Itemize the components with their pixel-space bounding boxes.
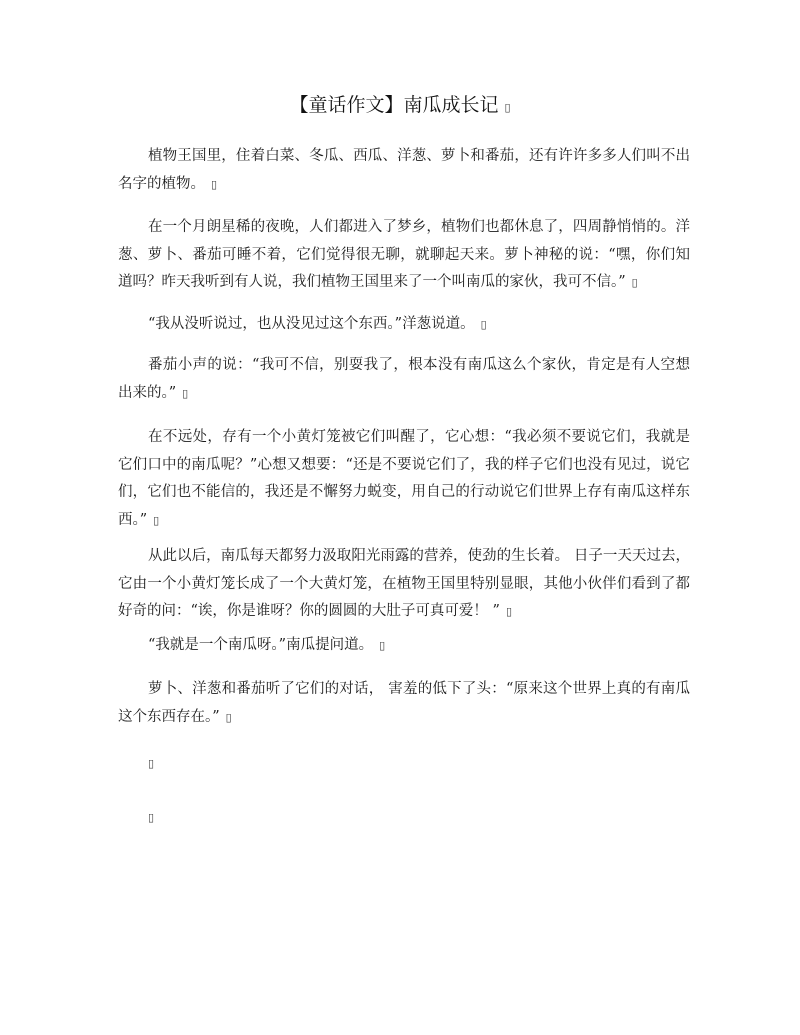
paragraph-mark-icon: ▯: [225, 710, 232, 724]
paragraph-mark-icon: ▯: [631, 276, 638, 289]
paragraph-mark-icon: ▯: [480, 318, 487, 331]
paragraph-text: “我从没听说过，也从没见过这个东西。”洋葱说道。: [148, 316, 475, 332]
title-text: 【童话作文】南瓜成长记: [289, 94, 499, 116]
paragraph-text: 番茄小声的说：“我可不信，别耍我了，根本没有南瓜这么个家伙，肯定是有人空想出来的。”: [118, 357, 690, 401]
paragraph-text: 从此以后，南瓜每天都努力汲取阳光雨露的营养，使劲的生长着。 日子一天天过去，它由一个小黄灯笼长成了一个大黄灯笼，在植物王国里特别显眼，其他小伙伴们看到了都好奇的问：“诶，你是谁呀？你的圆圆的大肚子可真可爱！ ”: [118, 548, 690, 619]
paragraph-text: 萝卜、洋葱和番茄听了它们的对话， 害羞的低下了头：“原来这个世界上真的有南瓜这个东西存在。”: [118, 681, 690, 725]
paragraph-mark-icon: ▯: [182, 386, 189, 400]
paragraph-mark-icon: ▯: [153, 513, 160, 527]
paragraph-text: 植物王国里，住着白菜、冬瓜、西瓜、洋葱、萝卜和番茄，还有许许多多人们叫不出名字的植物。: [118, 148, 690, 192]
paragraph-mark-icon: ▯: [505, 605, 512, 618]
paragraph-5: [118, 424, 690, 534]
empty-paragraph-mark-icon: ▯: [148, 811, 155, 824]
paragraph-1: [118, 143, 690, 198]
empty-paragraph-mark-icon: ▯: [148, 757, 155, 770]
paragraph-4: [118, 352, 690, 407]
paragraph-2: [118, 214, 690, 297]
paragraph-mark-icon: ▯: [211, 177, 218, 191]
paragraph-mark-icon: ▯: [379, 639, 386, 652]
paragraph-8: [118, 676, 690, 731]
paragraph-mark-icon: ▯: [504, 101, 511, 114]
document-title: [0, 92, 800, 121]
paragraph-text: 在不远处，存有一个小黄灯笼被它们叫醒了，它心想：“我必须不要说它们，我就是它们口中的南瓜呢？”心想又想要：“还是不要说它们了，我的样子它们也没有见过，说它们，它们也不能信的，我还是不懈努力蜕变，用自己的行动说它们世界上存有南瓜这样东西。”: [118, 429, 690, 528]
paragraph-3: [118, 311, 690, 339]
paragraph-6: [118, 543, 690, 626]
paragraph-text: “我就是一个南瓜呀。”南瓜提问道。: [148, 637, 374, 653]
paragraph-7: [118, 632, 690, 660]
paragraph-text: 在一个月朗星稀的夜晚，人们都进入了梦乡，植物们也都休息了，四周静悄悄的。洋葱、萝卜、番茄可睡不着，它们觉得很无聊，就聊起天来。萝卜神秘的说：“嘿，你们知道吗？昨天我听到有人说，我们植物王国里来了一个叫南瓜的家伙，我可不信。”: [118, 219, 690, 290]
